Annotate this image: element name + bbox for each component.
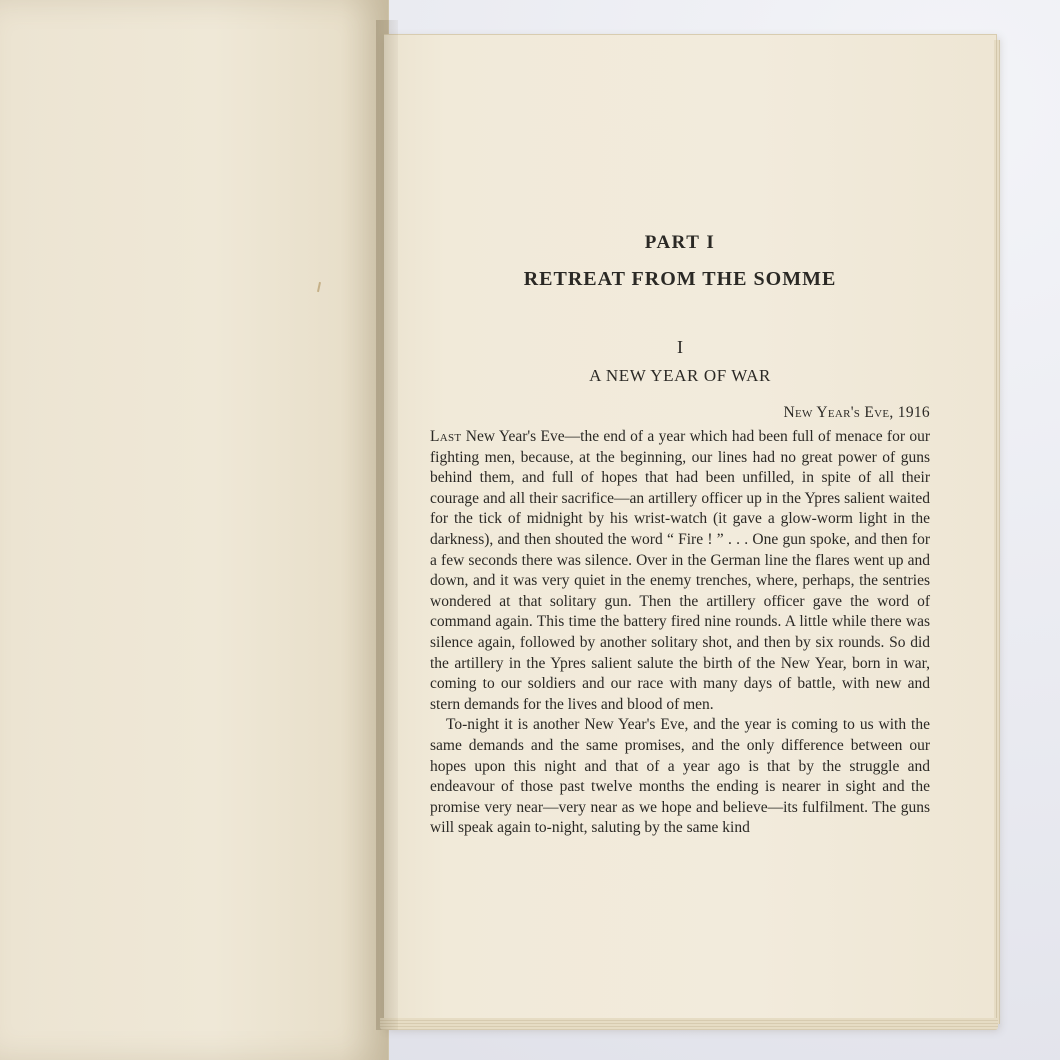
paragraph-lead-word: Last — [430, 428, 462, 445]
part-heading: PART I — [644, 232, 716, 253]
page-text-block — [430, 232, 930, 839]
page-stack-right-edge — [994, 40, 1000, 1024]
paragraph-first-body: New Year's Eve—the end of a year which had been full of menace for our fighting men, because, at the beginning, our lines had no great power of guns behind them, and full of hopes that had been unfilled, in spite of all their courage and all their sacrifice—an artillery officer up in the Ypres salient waited for the tick of midnight by his wrist-watch (it gave a glow-worm light in the darkness), and then shouted the word “ Fire ! ” . . . One gun spoke, and then for a few seconds there was silence. Over in the German line the flares went up and down, and it was very quiet in the enemy trenches, where, perhaps, the sentries wondered at that solitary gun. Then the artillery officer gave the word of command again. This time the battery fired nine rounds. A little while there was silence again, followed by another solitary shot, and then by six rounds. So did the artillery in the Ypres salient salute the birth of the New Year, born in war, coming to our soldiers and our race with many days of battle, with new and stern demands for the lives and blood of men. — [430, 428, 930, 713]
paragraph-second: To-night it is another New Year's Eve, and the year is coming to us with the same demands and the same promises, and the only difference between our hopes upon this night and that of a year ago is that by the struggle and endeavour of those past twelve months the ending is nearer in sight and the promise very near—very near as we hope and believe—its fulfilment. The guns will speak again to-night, saluting by the same kind — [430, 716, 930, 837]
book-gutter-shadow — [376, 20, 398, 1030]
paragraph-first — [430, 427, 930, 715]
chapter-title: A NEW YEAR OF WAR — [589, 366, 771, 385]
dateline: New Year's Eve, 1916 — [783, 404, 930, 421]
page-stack-bottom-edge — [380, 1018, 998, 1030]
left-page-blank — [0, 0, 389, 1060]
page-blemish — [317, 282, 321, 292]
part-title: RETREAT FROM THE SOMME — [523, 268, 837, 290]
chapter-number: I — [677, 337, 683, 357]
